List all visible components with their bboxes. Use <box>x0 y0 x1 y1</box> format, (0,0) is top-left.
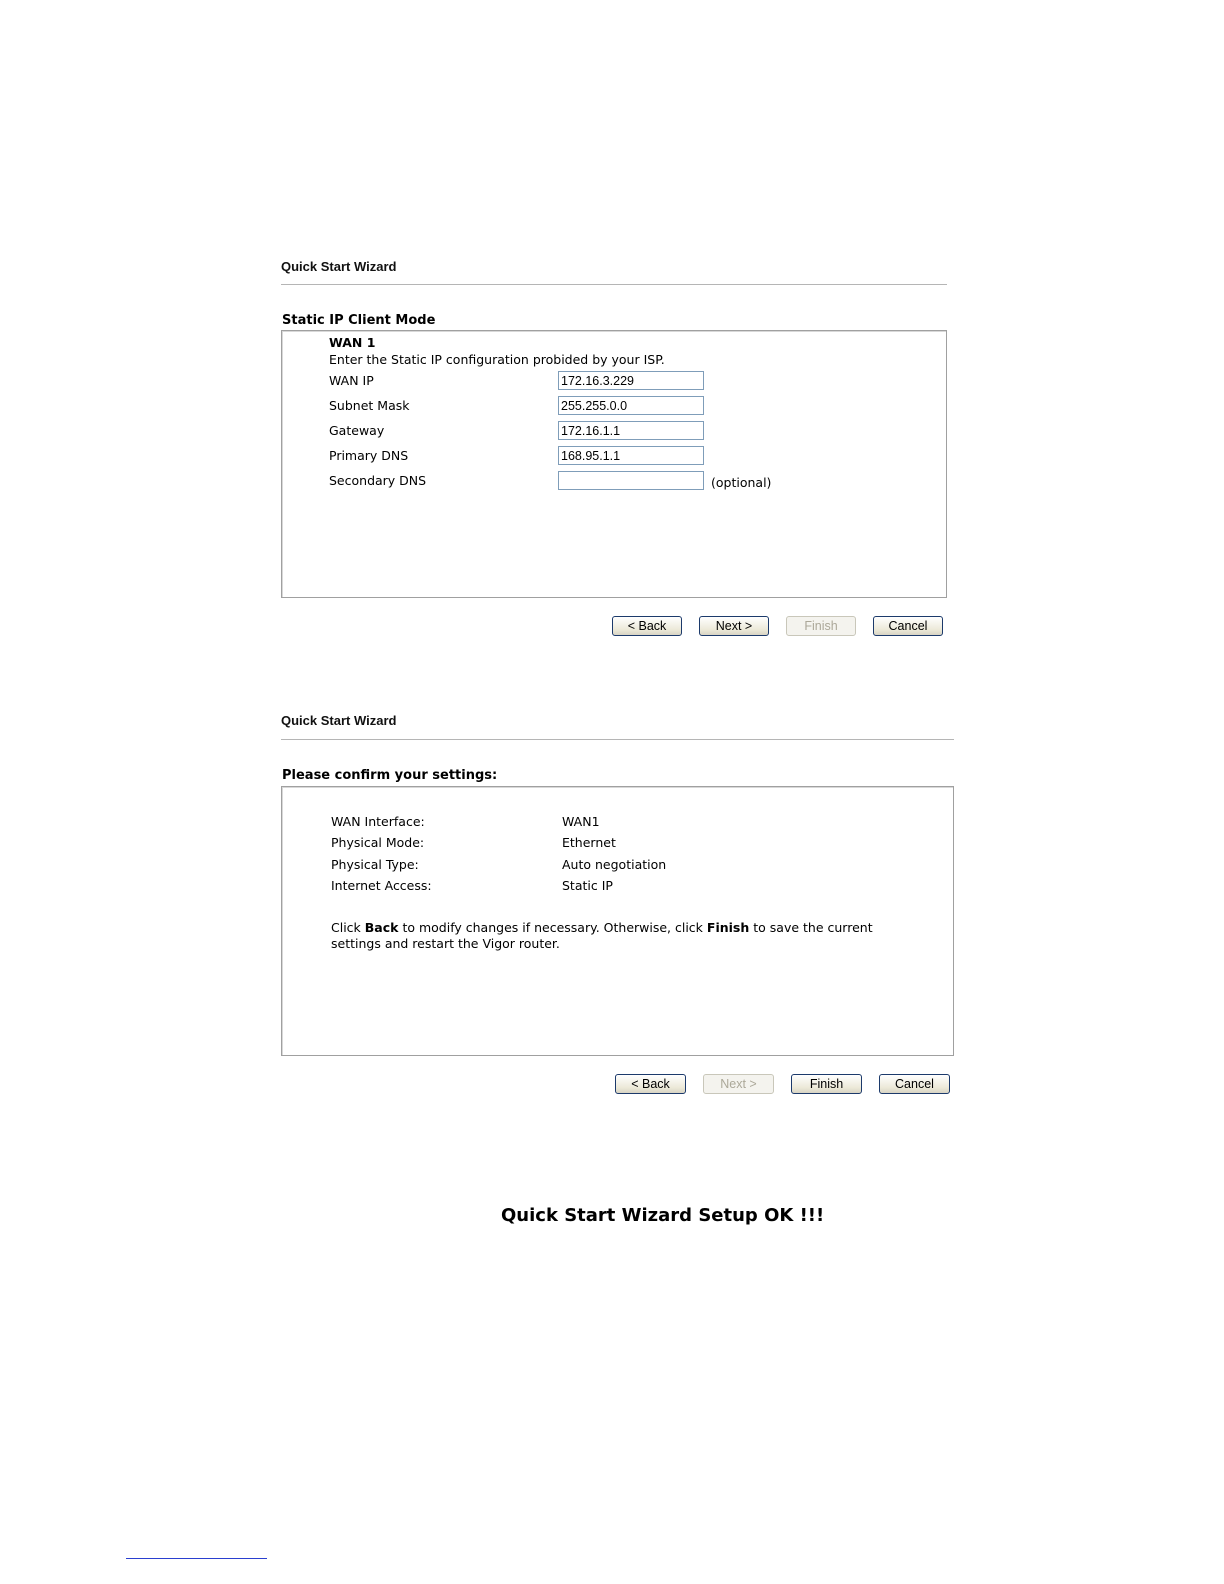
wizard1-section-title: Static IP Client Mode <box>282 313 436 328</box>
footnote-divider <box>126 1558 267 1559</box>
note-back-word: Back <box>364 920 399 935</box>
cancel-button-confirm[interactable]: Cancel <box>879 1074 950 1094</box>
optional-note: (optional) <box>711 475 772 490</box>
finish-button-disabled: Finish <box>786 616 856 636</box>
subnet-mask-label: Subnet Mask <box>329 398 410 413</box>
wizard2-section-title: Please confirm your settings: <box>282 768 498 783</box>
wizard1-title-divider <box>281 284 947 285</box>
primary-dns-label: Primary DNS <box>329 448 409 463</box>
back-button-confirm[interactable]: < Back <box>615 1074 686 1094</box>
internet-access-value: Static IP <box>562 878 613 893</box>
physical-mode-label: Physical Mode: <box>331 835 425 850</box>
confirm-note-line2: settings and restart the Vigor router. <box>331 936 560 951</box>
wan-interface-label: WAN Interface: <box>331 814 425 829</box>
physical-mode-value: Ethernet <box>562 835 616 850</box>
finish-button[interactable]: Finish <box>791 1074 862 1094</box>
wan-ip-label: WAN IP <box>329 373 374 388</box>
physical-type-label: Physical Type: <box>331 857 419 872</box>
note-save-text: to save the current <box>753 920 873 935</box>
confirm-note-line1 <box>331 920 873 936</box>
wan-interface-value: WAN1 <box>562 814 600 829</box>
note-finish-word: Finish <box>706 920 750 935</box>
cancel-button[interactable]: Cancel <box>873 616 943 636</box>
back-button[interactable]: < Back <box>612 616 682 636</box>
wan-ip-input[interactable] <box>558 371 704 390</box>
note-click-text: Click <box>331 920 361 935</box>
next-button-disabled: Next > <box>703 1074 774 1094</box>
wizard2-title: Quick Start Wizard <box>281 713 397 728</box>
internet-access-label: Internet Access: <box>331 878 432 893</box>
setup-ok-message: Quick Start Wizard Setup OK !!! <box>501 1205 825 1226</box>
next-button[interactable]: Next > <box>699 616 769 636</box>
wan-label: WAN 1 <box>329 335 376 350</box>
gateway-input[interactable] <box>558 421 704 440</box>
physical-type-value: Auto negotiation <box>562 857 667 872</box>
gateway-label: Gateway <box>329 423 385 438</box>
secondary-dns-label: Secondary DNS <box>329 473 427 488</box>
subnet-mask-input[interactable] <box>558 396 704 415</box>
primary-dns-input[interactable] <box>558 446 704 465</box>
note-modify-text: to modify changes if necessary. Otherwise, click <box>402 920 703 935</box>
instruction-text: Enter the Static IP configuration probided by your ISP. <box>329 352 665 367</box>
secondary-dns-input[interactable] <box>558 471 704 490</box>
wizard1-title: Quick Start Wizard <box>281 259 397 274</box>
wizard2-title-divider <box>281 739 954 740</box>
